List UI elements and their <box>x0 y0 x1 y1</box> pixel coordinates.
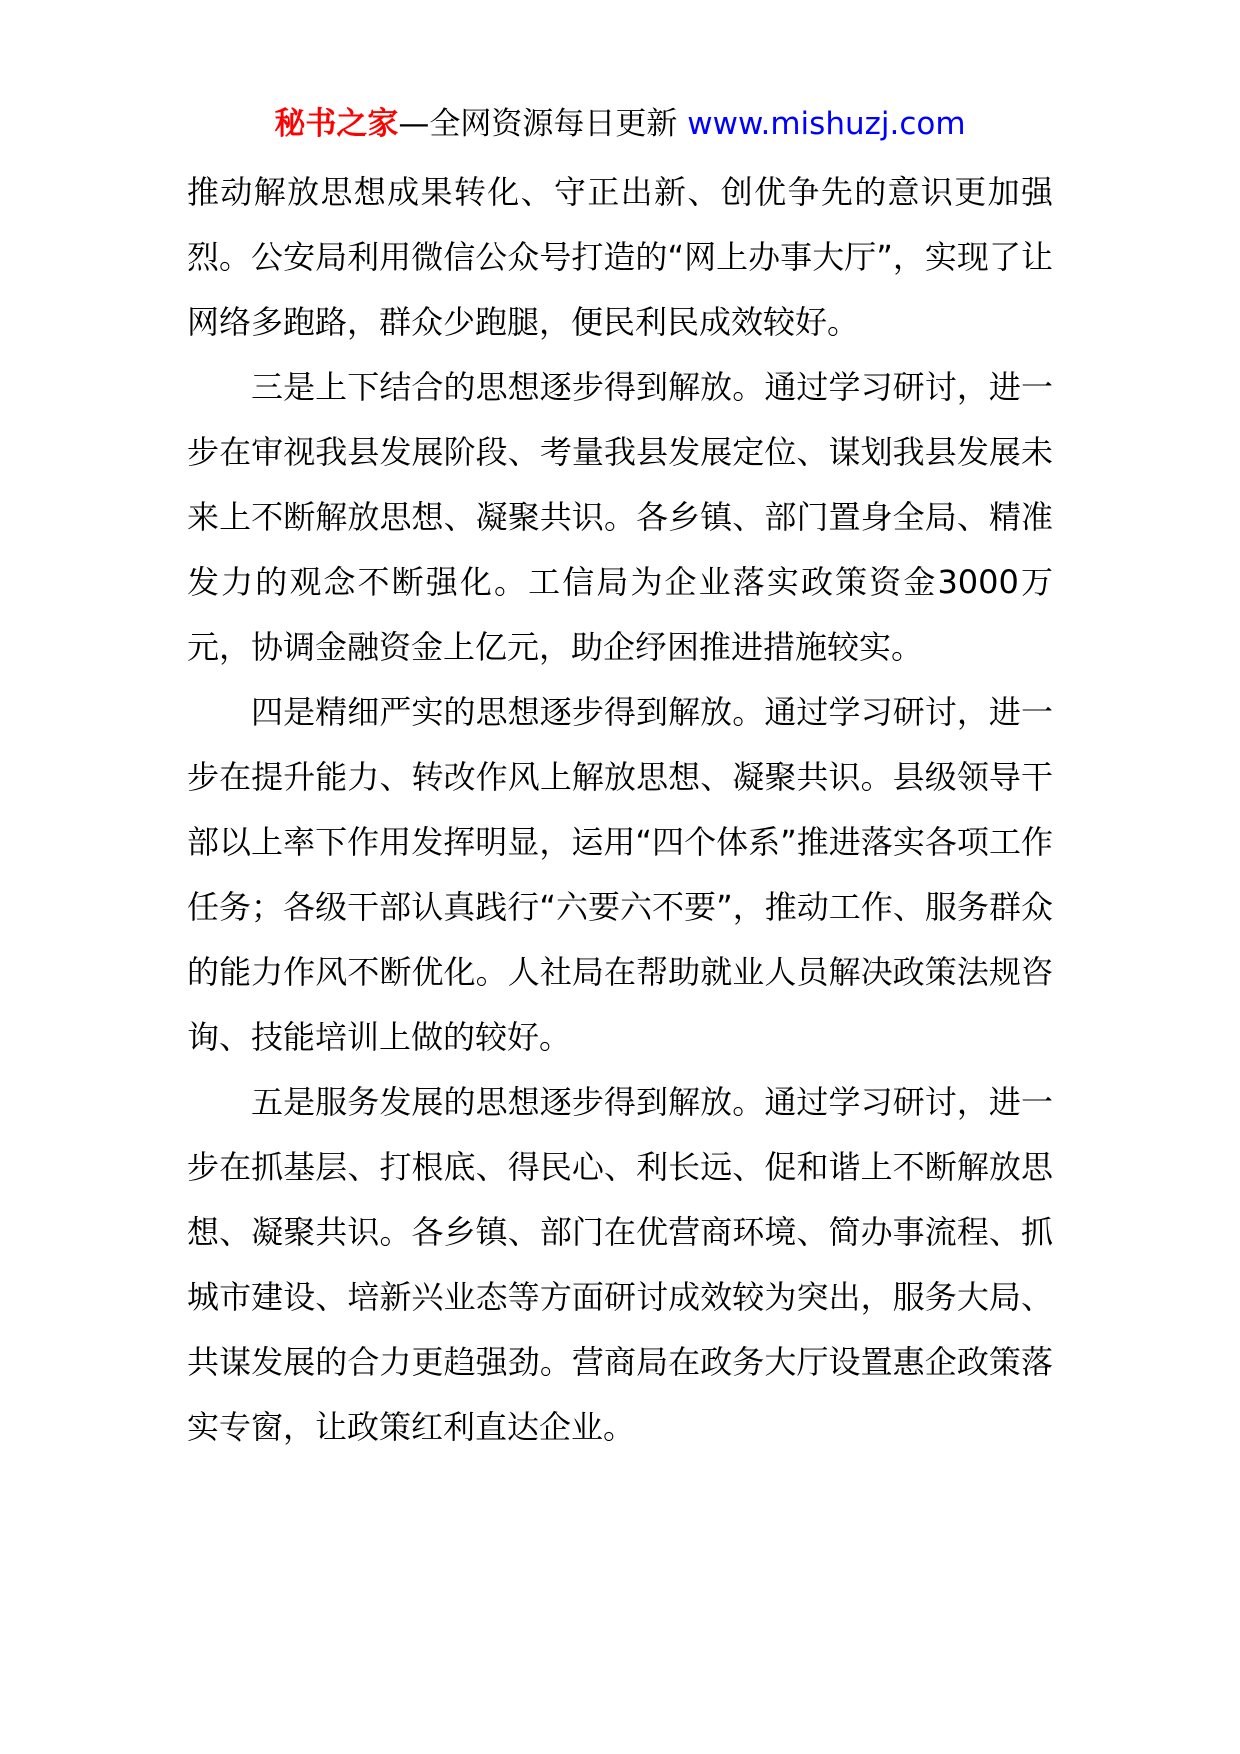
website-link[interactable]: www.mishuzj.com <box>687 106 966 142</box>
paragraph-item-five: 五是服务发展的思想逐步得到解放。通过学习研讨，进一步在抓基层、打根底、得民心、利长远、促和谐上不断解放思想、凝聚共识。各乡镇、部门在优营商环境、简办事流程、抓城市建设、培新兴业态等方面研讨成效较为突出，服务大局、共谋发展的合力更趋强劲。营商局在政务大厅设置惠企政策落实专窗，让政策红利直达企业。 <box>187 1083 1053 1446</box>
paragraph-item-three: 三是上下结合的思想逐步得到解放。通过学习研讨，进一步在审视我县发展阶段、考量我县发展定位、谋划我县发展未来上不断解放思想、凝聚共识。各乡镇、部门置身全局、精准发力的观念不断强化。工信局为企业落实政策资金3000万元，协调金融资金上亿元，助企纾困推进措施较实。 <box>187 368 1053 666</box>
brand-name: 秘书之家 <box>274 106 399 142</box>
header-slogan: —全网资源每日更新 <box>398 106 678 142</box>
paragraph-item-four: 四是精细严实的思想逐步得到解放。通过学习研讨，进一步在提升能力、转改作风上解放思想、凝聚共识。县级领导干部以上率下作用发挥明显，运用“四个体系”推进落实各项工作任务；各级干部认真践行“六要六不要”，推动工作、服务群众的能力作风不断优化。人社局在帮助就业人员解决政策法规咨询、技能培训上做的较好。 <box>187 693 1053 1056</box>
document-body <box>187 160 1053 1460</box>
paragraph-continued: 推动解放思想成果转化、守正出新、创优争先的意识更加强烈。公安局利用微信公众号打造的“网上办事大厅”，实现了让网络多跑路，群众少跑腿，便民利民成效较好。 <box>187 173 1053 341</box>
page-header <box>0 102 1240 146</box>
